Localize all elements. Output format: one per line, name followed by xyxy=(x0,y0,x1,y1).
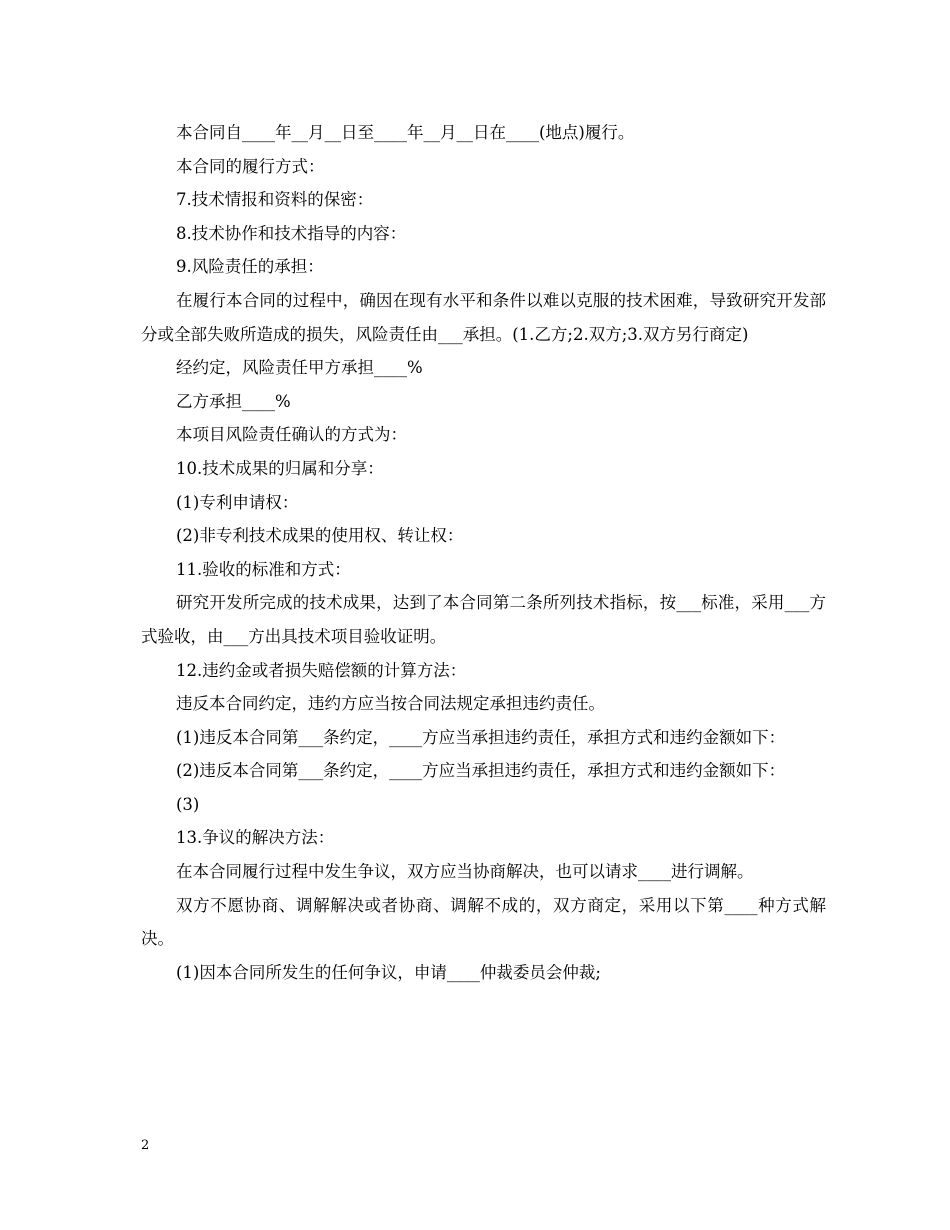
breach-liability-line: 违反本合同约定，违约方应当按合同法规定承担违约责任。 xyxy=(176,694,605,714)
clause-11-heading: 11.验收的标准和方式： xyxy=(176,559,351,579)
dispute-method-line: 双方不愿协商、调解解决或者协商、调解不成的，双方商定，采用以下第____种方式解决。 xyxy=(141,895,826,949)
clause-12-heading: 12.违约金或者损失赔偿额的计算方法： xyxy=(176,660,467,680)
clause-7-heading: 7.技术情报和资料的保密： xyxy=(176,190,374,210)
risk-confirmation-line: 本项目风险责任确认的方式为： xyxy=(176,425,407,445)
performance-period-line: 本合同自____年__月__日至____年__月__日在____(地点)履行。 xyxy=(176,123,635,142)
breach-item-1: (1)违反本合同第___条约定，____方应当承担违约责任，承担方式和违约金额如下： xyxy=(176,727,786,747)
document-body xyxy=(141,116,826,989)
risk-party-a-line: 经约定，风险责任甲方承担____% xyxy=(176,358,423,378)
page-number: 2 xyxy=(141,1138,150,1153)
acceptance-paragraph: 研究开发所完成的技术成果，达到了本合同第二条所列技术指标，按___标准，采用___方式验收，由___方出具技术项目验收证明。 xyxy=(141,593,827,646)
dispute-mediation-line: 在本合同履行过程中发生争议，双方应当协商解决，也可以请求____进行调解。 xyxy=(176,862,754,882)
risk-paragraph: 在履行本合同的过程中，确因在现有水平和条件以难以克服的技术困难，导致研究开发部分或全部失败所造成的损失，风险责任由___承担。(1.乙方;2.双方;3.双方另行商定) xyxy=(141,290,826,344)
patent-right-line: (1)专利申请权： xyxy=(176,492,299,512)
non-patent-right-line: (2)非专利技术成果的使用权、转让权： xyxy=(176,526,464,546)
clause-8-heading: 8.技术协作和技术指导的内容： xyxy=(176,223,407,243)
breach-item-3: (3) xyxy=(176,794,200,814)
risk-party-b-line: 乙方承担____% xyxy=(176,391,291,411)
clause-9-heading: 9.风险责任的承担： xyxy=(176,257,324,277)
performance-method-line: 本合同的履行方式： xyxy=(176,156,325,176)
clause-10-heading: 10.技术成果的归属和分享： xyxy=(176,458,384,478)
breach-item-2: (2)违反本合同第___条约定，____方应当承担违约责任，承担方式和违约金额如下： xyxy=(176,761,786,781)
arbitration-line: (1)因本合同所发生的任何争议，申请____仲裁委员会仲裁; xyxy=(176,962,601,982)
clause-13-heading: 13.争议的解决方法： xyxy=(176,828,335,848)
